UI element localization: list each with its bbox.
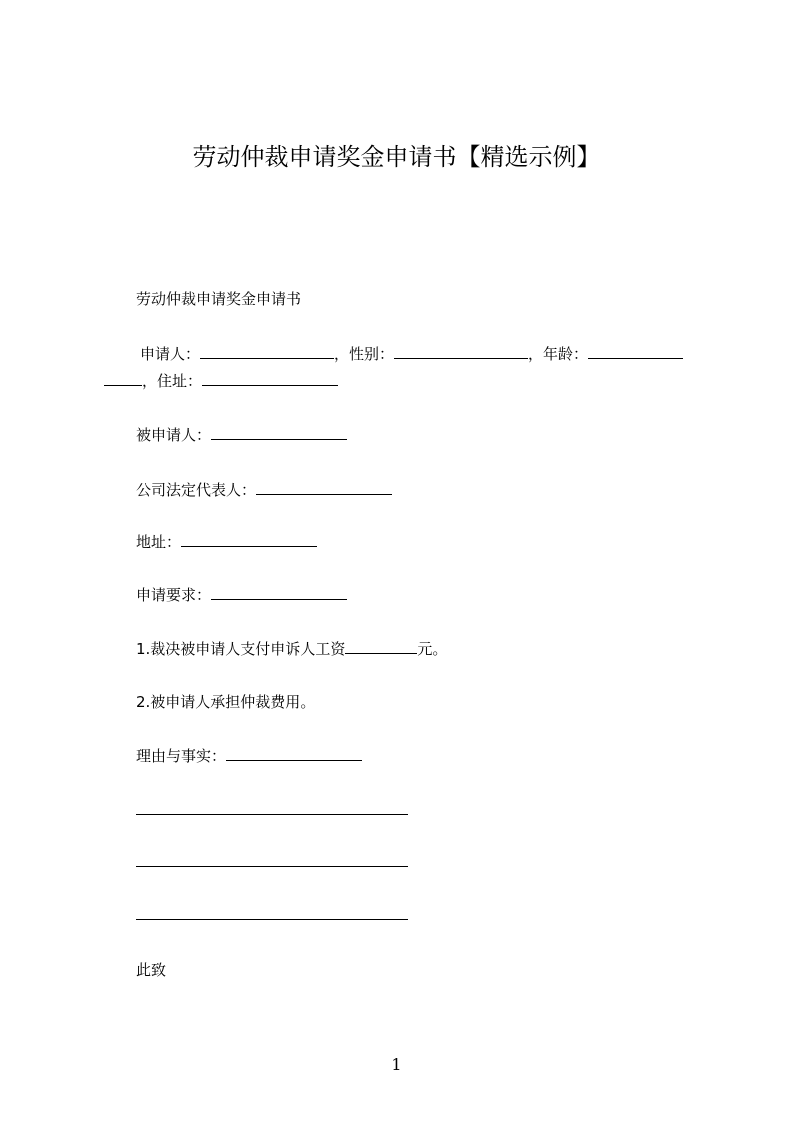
residence-blank <box>202 370 338 386</box>
reasons-line <box>136 745 362 767</box>
requests-blank <box>211 584 347 600</box>
reasons-rule-3 <box>136 919 408 920</box>
request-2-line: 2.被申请人承担仲裁费用。 <box>136 693 316 711</box>
gender-label: ，性别： <box>334 345 395 363</box>
reasons-label: 理由与事实： <box>136 747 227 765</box>
age-blank <box>588 343 683 359</box>
document-subtitle: 劳动仲裁申请奖金申请书 <box>136 290 302 308</box>
legal-rep-label: 公司法定代表人： <box>136 481 257 499</box>
address-line <box>136 531 317 553</box>
applicant-label: 申请人： <box>140 345 201 363</box>
reasons-rule-2 <box>136 866 408 867</box>
reasons-blank <box>226 745 362 761</box>
respondent-label: 被申请人： <box>136 426 212 444</box>
applicant-name-blank <box>200 343 334 359</box>
residence-label: ，住址： <box>142 372 203 390</box>
age-blank-continued <box>104 370 142 386</box>
address-blank <box>181 531 317 547</box>
wage-amount-blank <box>345 638 417 654</box>
requests-line <box>136 584 347 606</box>
request-1-prefix: 1.裁决被申请人支付申诉人工资 <box>136 640 346 658</box>
legal-rep-blank <box>256 479 392 495</box>
address-label: 地址： <box>136 533 182 551</box>
gender-blank <box>394 343 528 359</box>
page-number: 1 <box>391 1055 402 1074</box>
request-1-suffix: 元。 <box>417 640 448 658</box>
applicant-line <box>140 343 683 365</box>
document-title: 劳动仲裁申请奖金申请书【精选示例】 <box>192 143 601 171</box>
applicant-address-line <box>104 370 338 392</box>
legal-rep-line <box>136 479 392 501</box>
reasons-rule-1 <box>136 814 408 815</box>
respondent-line <box>136 424 347 446</box>
requests-label: 申请要求： <box>136 586 212 604</box>
age-label: ，年龄： <box>528 345 589 363</box>
request-1-line <box>136 638 447 660</box>
closing-text: 此致 <box>136 961 167 979</box>
respondent-blank <box>211 424 347 440</box>
